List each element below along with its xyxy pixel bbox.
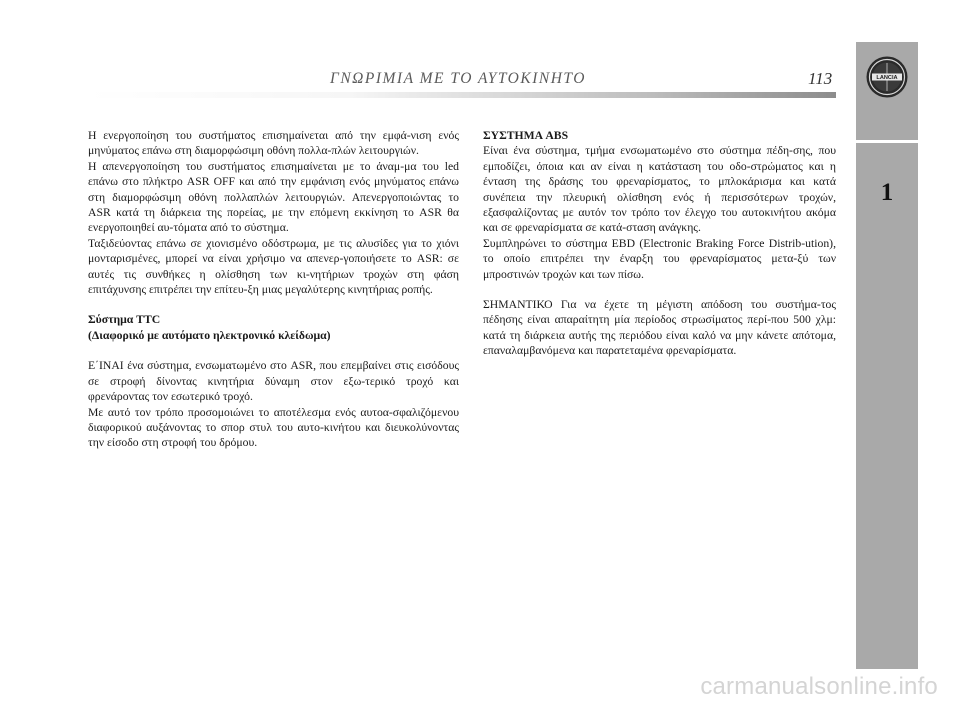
tab-divider — [856, 140, 918, 143]
header-rule — [88, 92, 836, 98]
page-number: 113 — [808, 69, 833, 88]
page-header-title: ΓΝΩΡΙΜΙΑ ΜΕ ΤΟ ΑΥΤΟΚΙΝΗΤΟ — [330, 70, 586, 87]
ttc-effect-paragraph: Με αυτό τον τρόπο προσομοιώνει το αποτέλεσμα ενός αυτοα-σφαλιζόμενου διαφορικού αυξάνοντας το σπορ στυλ του αυτο-κινήτου και διευκολύνοντας την είσοδο στη στροφή του δρόμου. — [88, 405, 459, 450]
left-text-column — [88, 128, 459, 451]
lancia-logo-icon — [865, 55, 909, 99]
watermark-text: carmanualsonline.info — [700, 673, 938, 700]
ttc-description-paragraph: Ε΄ΙΝΑΙ ένα σύστημα, ενσωματωμένο στο ASR, που επεμβαίνει στις εισόδους σε στροφή δίνοντας κινητήρια δύναμη στον εξω-τερικό τροχό και φρενάροντας τον εσωτερικό τροχό. — [88, 359, 459, 404]
abs-heading: ΣΥΣΤΗΜΑ ABS — [483, 129, 569, 142]
chapter-side-tab — [856, 42, 918, 669]
right-text-column — [483, 128, 836, 359]
asr-deactivation-paragraph: Η απενεργοποίηση του συστήματος επισημαίνεται με το άναμ-μα του led επάνω στο πλήκτρο ASR OFF και από την εμφάνιση ενός μηνύματος επάνω στη διαμορφώσιμη οθόνη πολλαπλών λειτουργιών. Απενεργοποιώντας το ASR κατά τη διάρκεια της πορείας, με την επόμενη εκκίνηση το ASR θα ενεργοποιηθεί αυ-τόματα από το σύστημα. — [88, 159, 459, 235]
chapter-number: 1 — [880, 179, 894, 206]
abs-description-paragraph: Είναι ένα σύστημα, τμήμα ενσωματωμένο στο σύστημα πέδη-σης, που εμποδίζει, όποια και αν είναι η κατάσταση του οδο-στρώματος και η ένταση της δράσης του φρεναρίσματος, το μπλοκάρισμα και κατά συνέπεια την πλευρική ολίσθηση ενός ή περισσότερων τροχών, εξασφαλίζοντας με αυτόν τον τρόπο τον έλεγχο του αυτοκινήτου ακόμα και σε φρεναρίσματα σε κατά-σταση ανάγκης. — [483, 144, 836, 235]
ttc-subheading: (Διαφορικό με αυτόματο ηλεκτρονικό κλείδωμα) — [88, 328, 331, 342]
asr-activation-paragraph: Η ενεργοποίηση του συστήματος επισημαίνεται από την εμφά-νιση ενός μηνύματος επάνω στη διαμορφώσιμη οθόνη πολλα-πλών λειτουργιών. — [88, 129, 459, 158]
abs-ebd-paragraph: Συμπληρώνει το σύστημα EBD (Electronic Braking Force Distrib-ution), το οποίο επιτρέπει την έναρξη του φρεναρίσματος μετα-ξύ των μπροστινών τροχών και των πίσω. — [483, 236, 836, 281]
logo-text: LANCIA — [876, 75, 898, 82]
asr-snow-paragraph: Ταξιδεύοντας επάνω σε χιονισμένο οδόστρωμα, με τις αλυσίδες για το χιόνι μονταρισμένες, μπορεί να είναι χρήσιμο να απενερ-γοποιήσετε το ASR: σε αυτές τις συνθήκες η ολίσθηση των κι-νητήριων τροχών στη φάση επιτάχυνσης επιτρέπει την επίτευ-ξη μιας μεγαλύτερης κινητήριας ροπής. — [88, 236, 459, 297]
important-note: ΣΗΜΑΝΤΙΚΟ Για να έχετε τη μέγιστη απόδοση του συστήμα-τος πέδησης είναι απαραίτητη μία περίοδος στρωσίματος περί-που 500 χλμ: κατά τη διάρκεια αυτής της περιόδου είναι καλό να μην κάνετε απότομα, επαναλαμβανόμενα και παρατεταμένα φρεναρίσματα. — [483, 298, 836, 358]
ttc-heading: Σύστημα TTC — [88, 313, 161, 327]
